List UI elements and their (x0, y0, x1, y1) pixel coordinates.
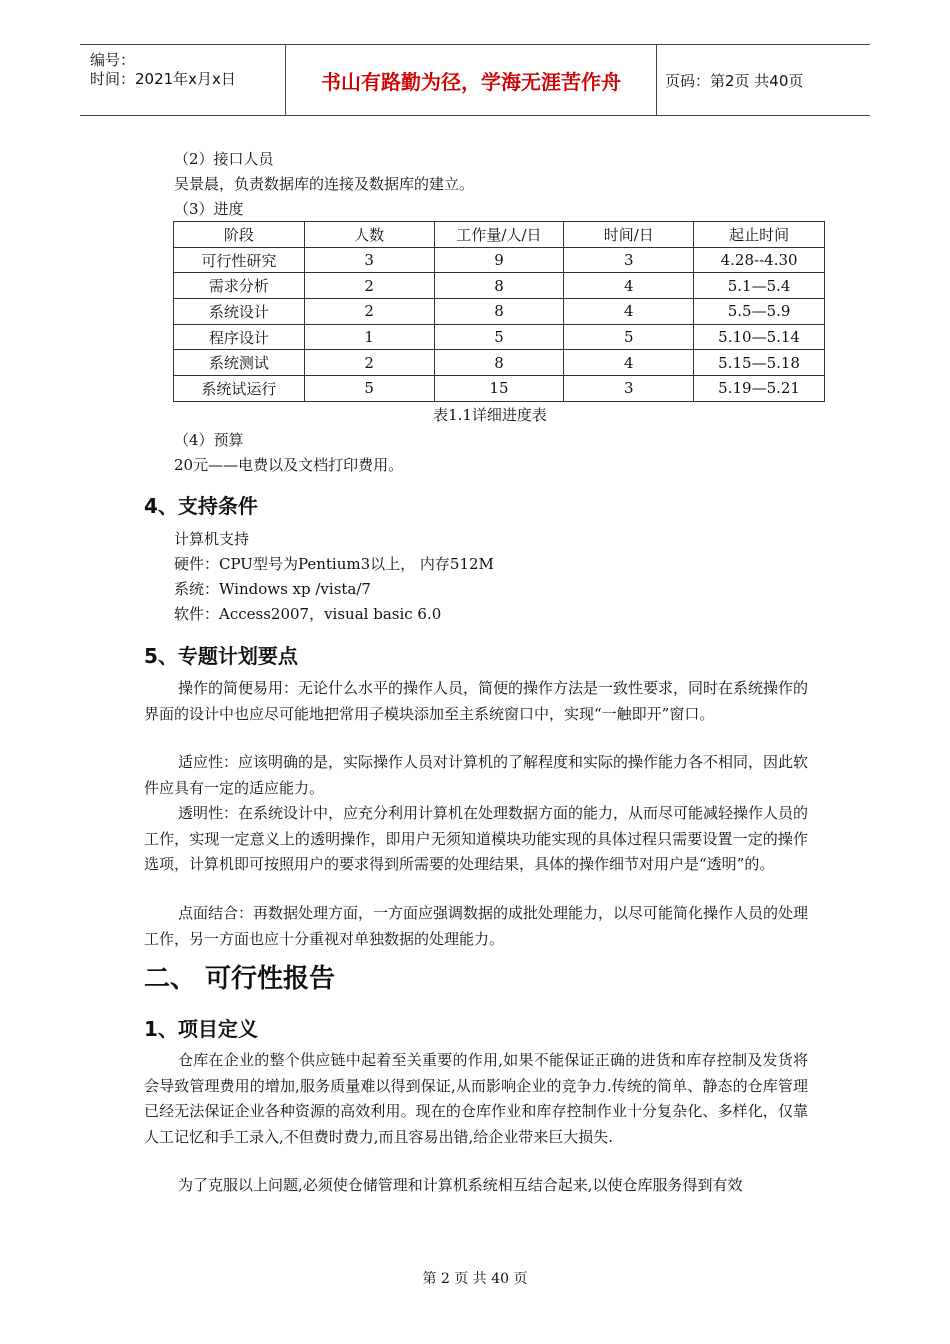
table-cell: 系统试运行 (174, 376, 305, 402)
header-page-cell (655, 45, 870, 115)
table-cell: 8 (434, 350, 564, 376)
header-meta (80, 45, 285, 115)
budget-heading: （4）预算 (174, 431, 244, 449)
table-row (174, 299, 825, 325)
table-cell: 3 (564, 247, 694, 273)
table-cell: 8 (434, 273, 564, 299)
table-row (174, 324, 825, 350)
table-caption: 表1.1详细进度表 (433, 406, 547, 424)
interface-heading: （2）接口人员 (174, 150, 274, 168)
table-cell: 5 (564, 324, 694, 350)
header-motto: 书山有路勤为径，学海无涯苦作舟 (321, 70, 621, 94)
table-row (174, 247, 825, 273)
table-cell: 4 (564, 273, 694, 299)
feasibility-heading: 二、 可行性报告 (144, 964, 336, 994)
table-cell: 1 (304, 324, 434, 350)
table-cell: 2 (304, 350, 434, 376)
table-cell: 5 (304, 376, 434, 402)
support-line: 系统：Windows xp /vista/7 (174, 580, 371, 598)
plan-heading: 5、专题计划要点 (144, 644, 298, 668)
table-cell: 3 (304, 247, 434, 273)
plan-paragraph: 点面结合：再数据处理方面，一方面应强调数据的成批处理能力，以尽可能简化操作人员的处理工作，另一方面也应十分重视对单独数据的处理能力。 (144, 904, 809, 948)
table-cell: 2 (304, 299, 434, 325)
table-cell: 系统设计 (174, 299, 305, 325)
page-header (80, 44, 870, 116)
table-cell: 5 (434, 324, 564, 350)
support-heading: 4、支持条件 (144, 494, 258, 518)
table-cell: 4 (564, 299, 694, 325)
plan-paragraph: 适应性：应该明确的是，实际操作人员对计算机的了解程度和实际的操作能力各不相同，因此软件应具有一定的适应能力。 (144, 753, 809, 797)
page-footer: 第 2 页 共 40 页 (422, 1271, 528, 1287)
column-header: 起止时间 (694, 222, 825, 248)
column-header: 阶段 (174, 222, 305, 248)
table-cell: 5.5—5.9 (694, 299, 825, 325)
column-header: 时间/日 (564, 222, 694, 248)
doc-number-label: 编号： (90, 51, 136, 69)
column-header: 人数 (304, 222, 434, 248)
interface-text: 吴景晨，负责数据库的连接及数据库的建立。 (174, 175, 475, 193)
support-line: 硬件：CPU型号为Pentium3以上， 内存512M (174, 555, 494, 573)
project-definition-heading: 1、项目定义 (144, 1017, 258, 1041)
table-cell: 4.28--4.30 (694, 247, 825, 273)
table-cell: 系统测试 (174, 350, 305, 376)
feasibility-paragraph: 为了克服以上问题,必须使仓储管理和计算机系统相互结合起来,以使仓库服务得到有效 (178, 1176, 743, 1194)
table-header-row (174, 222, 825, 248)
header-page-label: 页码：第2页 共40页 (665, 72, 804, 90)
feasibility-paragraph: 仓库在企业的整个供应链中起着至关重要的作用,如果不能保证正确的进货和库存控制及发货将会导致管理费用的增加,服务质量难以得到保证,从而影响企业的竞争力.传统的简单、静态的仓库管理已经无法保证企业各种资源的高效利用。现在的仓库作业和库存控制作业十分复杂化、多样化，仅靠人工记忆和手工录入,不但费时费力,而且容易出错,给企业带来巨大损失. (144, 1051, 808, 1146)
table-cell: 5.10—5.14 (694, 324, 825, 350)
header-motto-cell (285, 45, 657, 115)
table-row (174, 350, 825, 376)
budget-text: 20元——电费以及文档打印费用。 (174, 456, 404, 474)
schedule-heading: （3）进度 (174, 200, 244, 218)
doc-time-label: 时间：2021年x月x日 (90, 70, 236, 88)
plan-paragraph: 操作的简便易用：无论什么水平的操作人员，简便的操作方法是一致性要求，同时在系统操作的界面的设计中也应尽可能地把常用子模块添加至主系统窗口中，实现“一触即开”窗口。 (144, 679, 809, 723)
table-cell: 9 (434, 247, 564, 273)
table-cell: 程序设计 (174, 324, 305, 350)
table-cell: 2 (304, 273, 434, 299)
table-cell: 5.1—5.4 (694, 273, 825, 299)
table-cell: 5.15—5.18 (694, 350, 825, 376)
table-cell: 可行性研究 (174, 247, 305, 273)
support-line: 计算机支持 (174, 530, 250, 548)
table-cell: 5.19—5.21 (694, 376, 825, 402)
support-line: 软件：Access2007，visual basic 6.0 (174, 605, 442, 623)
plan-paragraph: 透明性：在系统设计中，应充分利用计算机在处理数据方面的能力，从而尽可能减轻操作人员的工作，实现一定意义上的透明操作，即用户无须知道模块功能实现的具体过程只需要设置一定的操作选项，计算机即可按照用户的要求得到所需要的处理结果，具体的操作细节对用户是“透明”的。 (144, 804, 809, 874)
table-cell: 需求分析 (174, 273, 305, 299)
table-row (174, 273, 825, 299)
schedule-table (173, 221, 825, 402)
column-header: 工作量/人/日 (434, 222, 564, 248)
table-cell: 3 (564, 376, 694, 402)
table-cell: 15 (434, 376, 564, 402)
table-cell: 8 (434, 299, 564, 325)
table-cell: 4 (564, 350, 694, 376)
table-row (174, 376, 825, 402)
